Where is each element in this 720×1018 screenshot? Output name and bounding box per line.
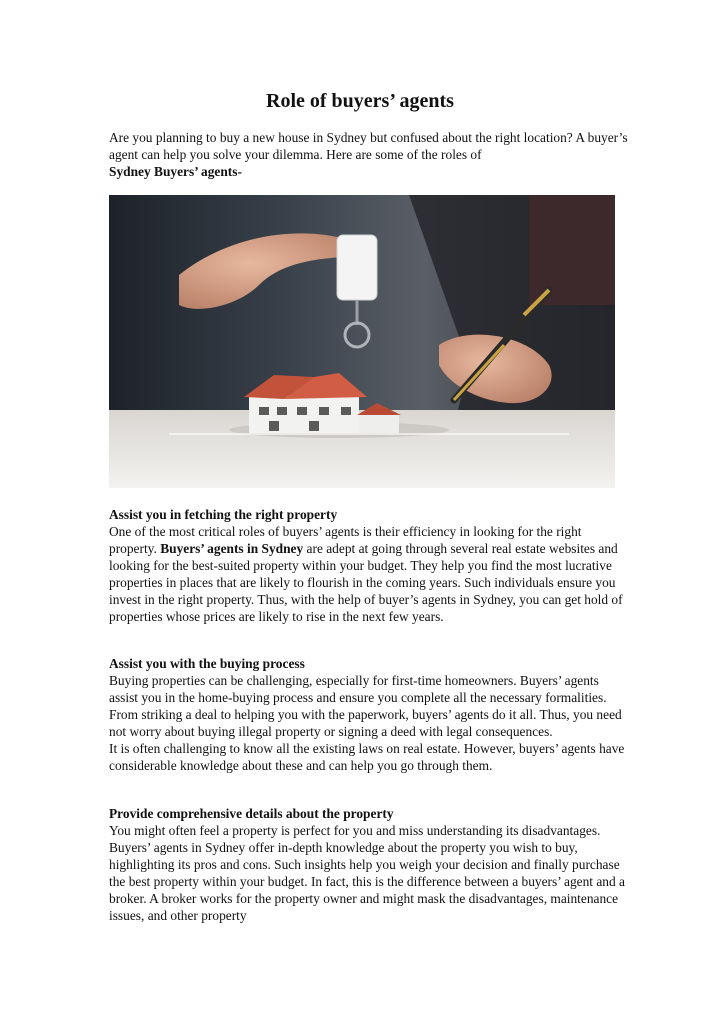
section-fetching-property bbox=[109, 506, 629, 625]
house-keys-illustration bbox=[109, 195, 615, 488]
section-buying-process bbox=[109, 655, 629, 774]
intro-paragraph bbox=[109, 129, 629, 180]
section-heading: Assist you in fetching the right property bbox=[109, 507, 338, 522]
section-bold-text: Buyers’ agents in Sydney bbox=[160, 541, 304, 556]
section-heading: Provide comprehensive details about the property bbox=[109, 806, 394, 821]
section-heading: Assist you with the buying process bbox=[109, 656, 305, 671]
section-body: You might often feel a property is perfect for you and miss understanding its disadvantages. Buyers’ agents in Sydney offer in-depth knowledge about the property you wish to buy, highlighting its pros and cons. Such insights help you weigh your decision and finally purchase the best property within your budget. In fact, this is the difference between a buyers’ agent and a broker. A broker works for the property owner and might mask the disadvantages, maintenance issues, and other property bbox=[109, 823, 625, 923]
intro-bold-text: Sydney Buyers’ agents- bbox=[109, 164, 242, 179]
section-body bbox=[109, 523, 629, 625]
section-property-details bbox=[109, 805, 629, 924]
intro-text: Are you planning to buy a new house in Sydney but confused about the right location? A buyer’s agent can help you solve your dilemma. Here are some of the roles of bbox=[109, 130, 628, 162]
section-body: Buying properties can be challenging, especially for first-time homeowners. Buyers’ agents assist you in the home-buying process and ensure you complete all the necessary formalities. From striking a deal to helping you with the paperwork, buyers’ agents do it all. Thus, you need not worry about buying illegal property or signing a deed with legal consequences. bbox=[109, 673, 622, 739]
page-title: Role of buyers’ agents bbox=[266, 90, 454, 112]
section-body: It is often challenging to know all the existing laws on real estate. However, buyers’ agents have considerable knowledge about these and can help you go through them. bbox=[109, 741, 625, 773]
section-text: are adept at going through several real estate websites and looking for the best-suited property within your budget. They help you find the most lucrative properties in places that are likely to flourish in the coming years. Such individuals ensure you invest in the right property. Thus, with the help of buyer’s agents in Sydney, you can get hold of properties whose prices are likely to rise in the next few years. bbox=[109, 541, 623, 624]
section-text: One of the most critical roles of buyers’ agents is their efficiency in looking for the right property. bbox=[109, 524, 582, 556]
house-keys-photo bbox=[109, 195, 615, 488]
